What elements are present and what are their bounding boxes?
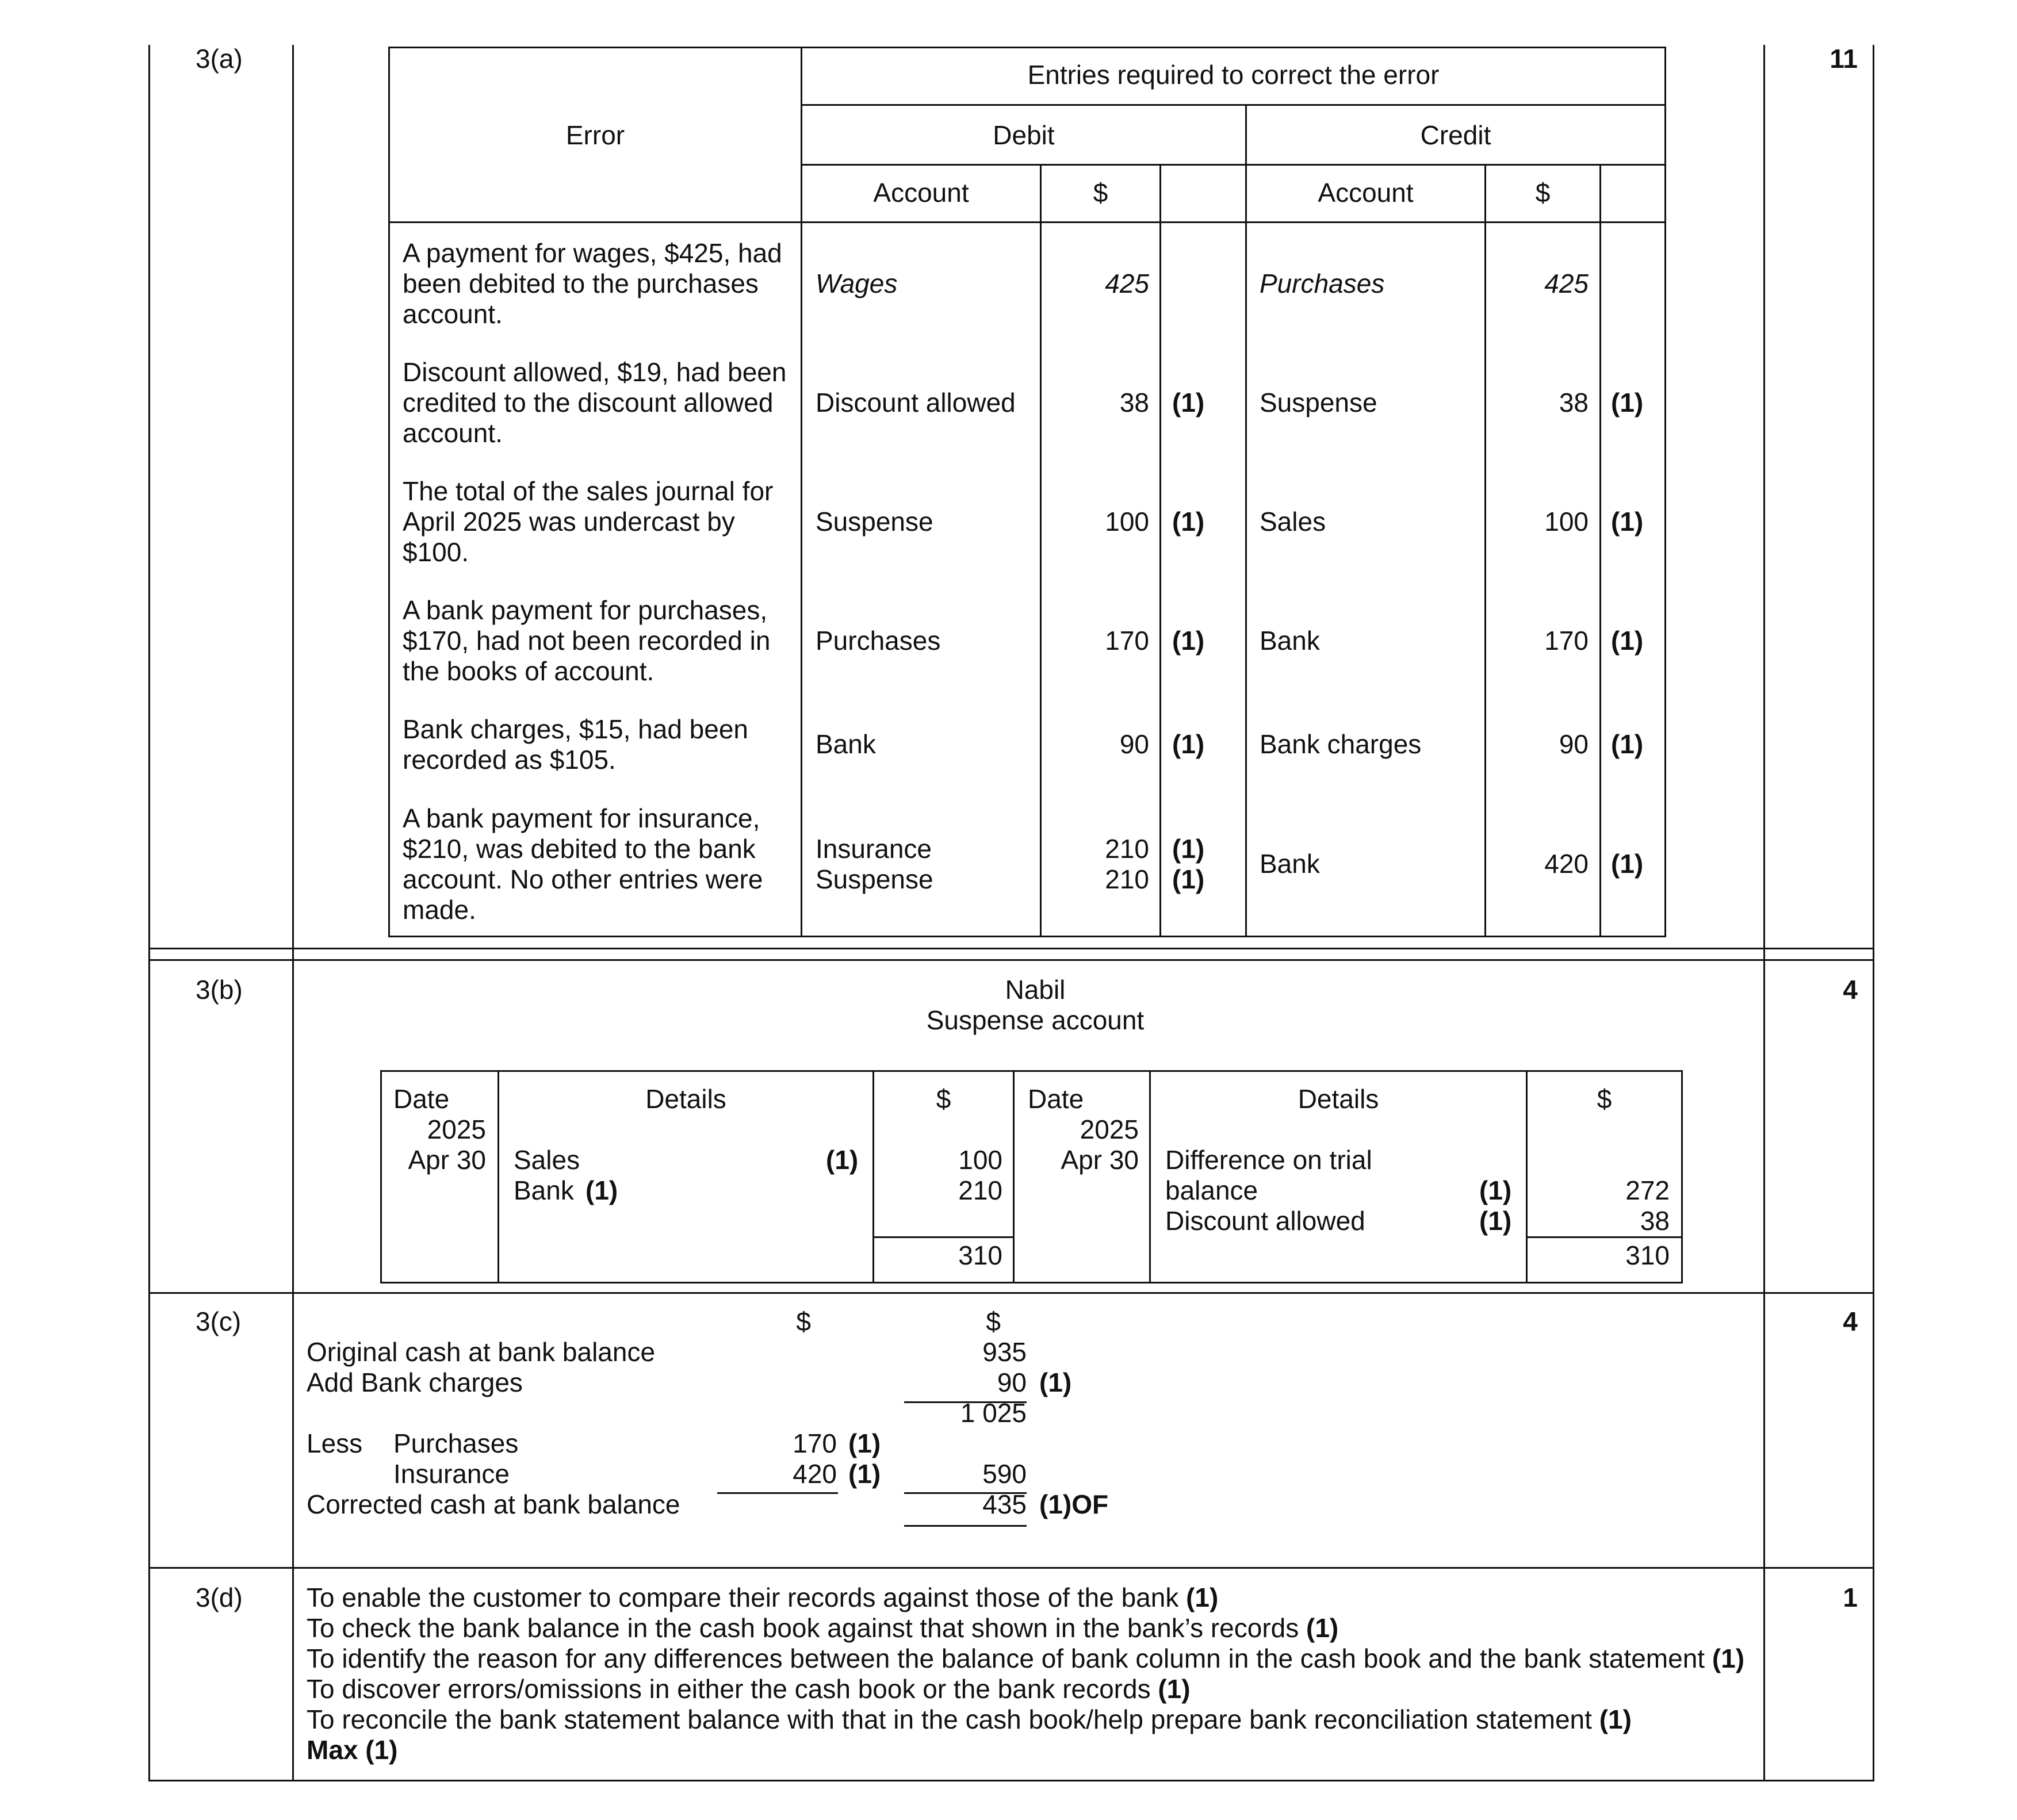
table-border xyxy=(388,47,390,937)
less-total-amount: 590 xyxy=(982,1459,1027,1489)
debit-mark: (1) xyxy=(1172,507,1205,537)
marks-value: 11 xyxy=(1830,44,1858,74)
reason-text: To enable the customer to compare their records against those of the bank xyxy=(307,1583,1179,1612)
credit-detail-mark: (1) xyxy=(1479,1175,1512,1205)
row-divider-a-2 xyxy=(148,959,1874,961)
debit-date-header: Date xyxy=(393,1084,450,1114)
credit-detail-amount: 272 xyxy=(1625,1175,1670,1205)
debit-mark: (1) xyxy=(1172,834,1205,864)
less-item-label: Insurance xyxy=(393,1459,510,1489)
credit-account: Bank xyxy=(1260,849,1320,879)
error-line: A payment for wages, $425, had xyxy=(403,238,782,268)
column-1-header: $ xyxy=(796,1306,811,1336)
error-description xyxy=(403,476,773,568)
reason-item xyxy=(307,1643,1744,1674)
row-divider-a-1 xyxy=(148,948,1874,949)
header-debit-account: Account xyxy=(873,178,969,208)
credit-year: 2025 xyxy=(1080,1114,1139,1144)
credit-detail: balance xyxy=(1165,1175,1258,1205)
error-description xyxy=(403,238,782,329)
table-border xyxy=(388,47,1666,48)
debit-amount: 90 xyxy=(1119,729,1149,759)
table-border xyxy=(1040,164,1042,937)
marks-value: 4 xyxy=(1843,1306,1858,1336)
debit-amount: 170 xyxy=(1105,626,1149,656)
debit-account: Wages xyxy=(816,269,898,298)
error-line: account. No other entries were xyxy=(403,864,763,894)
credit-account: Bank xyxy=(1260,626,1320,656)
credit-details-header: Details xyxy=(1298,1084,1379,1114)
debit-date: Apr 30 xyxy=(408,1145,486,1175)
debit-amount: 100 xyxy=(1105,507,1149,537)
debit-account: Purchases xyxy=(816,626,941,656)
table-border xyxy=(1245,104,1247,937)
header-debit: Debit xyxy=(993,120,1055,150)
credit-amount: 420 xyxy=(1544,849,1589,879)
debit-amount: 210 xyxy=(1105,834,1149,864)
ledger-border xyxy=(1013,1070,1015,1283)
frame-col-divider-2 xyxy=(1763,45,1765,1781)
original-balance-label: Original cash at bank balance xyxy=(307,1337,656,1367)
reason-mark: (1) xyxy=(1712,1643,1745,1673)
debit-mark: (1) xyxy=(1172,388,1205,417)
credit-detail-amount: 38 xyxy=(1640,1206,1670,1236)
debit-detail-mark: (1) xyxy=(826,1145,859,1175)
less-item-mark: (1) xyxy=(848,1459,881,1489)
credit-detail: Difference on trial xyxy=(1165,1145,1372,1175)
debit-total: 310 xyxy=(958,1240,1002,1270)
credit-mark: (1) xyxy=(1611,626,1644,656)
column-2-header: $ xyxy=(986,1306,1001,1336)
header-credit-account: Account xyxy=(1318,178,1414,208)
error-line: credited to the discount allowed xyxy=(403,388,774,417)
credit-account: Bank charges xyxy=(1260,729,1422,759)
ledger-border xyxy=(1681,1070,1683,1283)
question-label: 3(c) xyxy=(196,1306,242,1336)
debit-account: Suspense xyxy=(816,864,933,894)
final-rule xyxy=(904,1525,1027,1527)
ledger-border xyxy=(380,1070,382,1283)
question-label: 3(d) xyxy=(196,1583,243,1612)
debit-detail-amount: 100 xyxy=(958,1145,1002,1175)
corrected-balance-amount: 435 xyxy=(982,1489,1027,1519)
question-label: 3(b) xyxy=(196,975,243,1005)
table-border xyxy=(1599,164,1601,937)
error-line: $210, was debited to the bank xyxy=(403,834,756,864)
credit-account: Suspense xyxy=(1260,388,1377,417)
reason-mark: (1) xyxy=(1306,1613,1339,1643)
corrected-balance-label: Corrected cash at bank balance xyxy=(307,1489,680,1519)
question-label: 3(a) xyxy=(196,44,243,74)
error-line: $170, had not been recorded in xyxy=(403,626,771,656)
debit-detail: Bank xyxy=(514,1175,574,1205)
header-error: Error xyxy=(565,120,625,150)
error-line: Discount allowed, $19, had been xyxy=(403,357,787,387)
less-rule xyxy=(717,1492,838,1494)
marks-value: 1 xyxy=(1843,1583,1858,1612)
subtotal-amount: 1 025 xyxy=(960,1398,1027,1428)
add-bank-charges-amount: 90 xyxy=(997,1367,1027,1397)
error-description xyxy=(403,595,770,687)
max-marks: Max (1) xyxy=(307,1735,398,1765)
reason-text: To reconcile the bank statement balance with that in the cash book/help prepare bank reconciliation statement xyxy=(307,1704,1592,1734)
reason-mark: (1) xyxy=(1599,1704,1632,1734)
row-divider-b xyxy=(148,1292,1874,1294)
debit-detail: Sales xyxy=(514,1145,580,1175)
frame-bottom xyxy=(148,1780,1874,1781)
error-line: account. xyxy=(403,299,503,329)
original-balance-amount: 935 xyxy=(982,1337,1027,1367)
less-label: Less xyxy=(307,1428,363,1458)
debit-detail-mark: (1) xyxy=(585,1175,618,1205)
error-line: recorded as $105. xyxy=(403,745,616,775)
debit-account: Bank xyxy=(816,729,876,759)
error-description xyxy=(403,357,786,449)
less-item-mark: (1) xyxy=(848,1428,881,1458)
marks-value: 4 xyxy=(1843,975,1858,1005)
credit-total: 310 xyxy=(1625,1240,1670,1270)
debit-mark: (1) xyxy=(1172,864,1205,894)
debit-mark: (1) xyxy=(1172,729,1205,759)
error-line: $100. xyxy=(403,537,469,567)
credit-date-header: Date xyxy=(1028,1084,1084,1114)
credit-amount: 100 xyxy=(1544,507,1589,537)
credit-mark: (1) xyxy=(1611,507,1644,537)
less-item-label: Purchases xyxy=(393,1428,519,1458)
table-border xyxy=(801,104,1666,106)
error-description xyxy=(403,714,748,775)
credit-account: Purchases xyxy=(1260,269,1385,298)
corrected-balance-mark: (1)OF xyxy=(1039,1489,1109,1519)
less-item-amount: 420 xyxy=(793,1459,837,1489)
total-rule xyxy=(872,1236,1015,1238)
debit-account: Insurance xyxy=(816,834,932,864)
credit-mark: (1) xyxy=(1611,388,1644,417)
reason-text: To identify the reason for any differences between the balance of bank column in the cash book and the bank statement xyxy=(307,1643,1705,1673)
reason-item xyxy=(307,1674,1744,1704)
debit-account: Discount allowed xyxy=(816,388,1016,417)
table-border xyxy=(388,936,1666,937)
error-line: A bank payment for insurance, xyxy=(403,803,760,833)
header-debit-amount: $ xyxy=(1093,178,1108,208)
less-item-amount: 170 xyxy=(793,1428,837,1458)
credit-amount-header: $ xyxy=(1597,1084,1612,1114)
credit-amount: 170 xyxy=(1544,626,1589,656)
reason-mark: (1) xyxy=(1186,1583,1219,1612)
debit-details-header: Details xyxy=(645,1084,726,1114)
reason-item xyxy=(307,1704,1744,1735)
reason-item xyxy=(307,1583,1744,1613)
debit-amount-header: $ xyxy=(936,1084,951,1114)
add-bank-charges-mark: (1) xyxy=(1039,1367,1072,1397)
credit-mark: (1) xyxy=(1611,729,1644,759)
table-border xyxy=(801,164,1666,166)
header-entries: Entries required to correct the error xyxy=(1027,60,1440,90)
error-line: April 2025 was undercast by xyxy=(403,507,735,537)
credit-detail-mark: (1) xyxy=(1479,1206,1512,1236)
header-credit-amount: $ xyxy=(1535,178,1551,208)
reason-item xyxy=(307,1613,1744,1643)
credit-detail: Discount allowed xyxy=(1165,1206,1365,1236)
reason-text: To check the bank balance in the cash book against that shown in the bank’s records xyxy=(307,1613,1299,1643)
table-border xyxy=(388,221,1666,223)
debit-detail-amount: 210 xyxy=(958,1175,1002,1205)
credit-amount: 90 xyxy=(1559,729,1589,759)
reason-text: To discover errors/omissions in either the cash book or the bank records xyxy=(307,1674,1151,1704)
error-description xyxy=(403,803,763,925)
error-line: The total of the sales journal for xyxy=(403,476,774,506)
frame-right xyxy=(1873,45,1874,1781)
debit-mark: (1) xyxy=(1172,626,1205,656)
credit-mark: (1) xyxy=(1611,849,1644,879)
frame-left xyxy=(148,45,150,1781)
error-line: made. xyxy=(403,895,476,925)
table-border xyxy=(1484,164,1486,937)
ledger-border xyxy=(380,1282,1683,1283)
reason-mark: (1) xyxy=(1158,1674,1191,1704)
total-rule xyxy=(1526,1236,1683,1238)
credit-amount: 38 xyxy=(1559,388,1589,417)
credit-date: Apr 30 xyxy=(1061,1145,1139,1175)
add-bank-charges-label: Add Bank charges xyxy=(307,1367,523,1397)
debit-amount: 425 xyxy=(1105,269,1149,298)
debit-account: Suspense xyxy=(816,507,933,537)
debit-amount: 38 xyxy=(1119,388,1149,417)
error-line: account. xyxy=(403,418,503,448)
error-line: A bank payment for purchases, xyxy=(403,595,768,625)
error-line: the books of account. xyxy=(403,656,655,686)
header-credit: Credit xyxy=(1420,120,1491,150)
credit-amount: 425 xyxy=(1544,269,1589,298)
reasons-list xyxy=(307,1583,1744,1765)
debit-year: 2025 xyxy=(427,1114,486,1144)
error-line: been debited to the purchases xyxy=(403,269,759,298)
account-owner: Nabil xyxy=(1005,975,1066,1005)
frame-col-divider-1 xyxy=(292,45,294,1781)
account-title: Suspense account xyxy=(926,1005,1145,1035)
error-line: Bank charges, $15, had been xyxy=(403,714,749,744)
row-divider-c xyxy=(148,1567,1874,1569)
debit-amount: 210 xyxy=(1105,864,1149,894)
table-border xyxy=(1159,164,1161,937)
credit-account: Sales xyxy=(1260,507,1326,537)
ledger-border xyxy=(380,1070,1683,1072)
table-border xyxy=(1664,47,1666,937)
